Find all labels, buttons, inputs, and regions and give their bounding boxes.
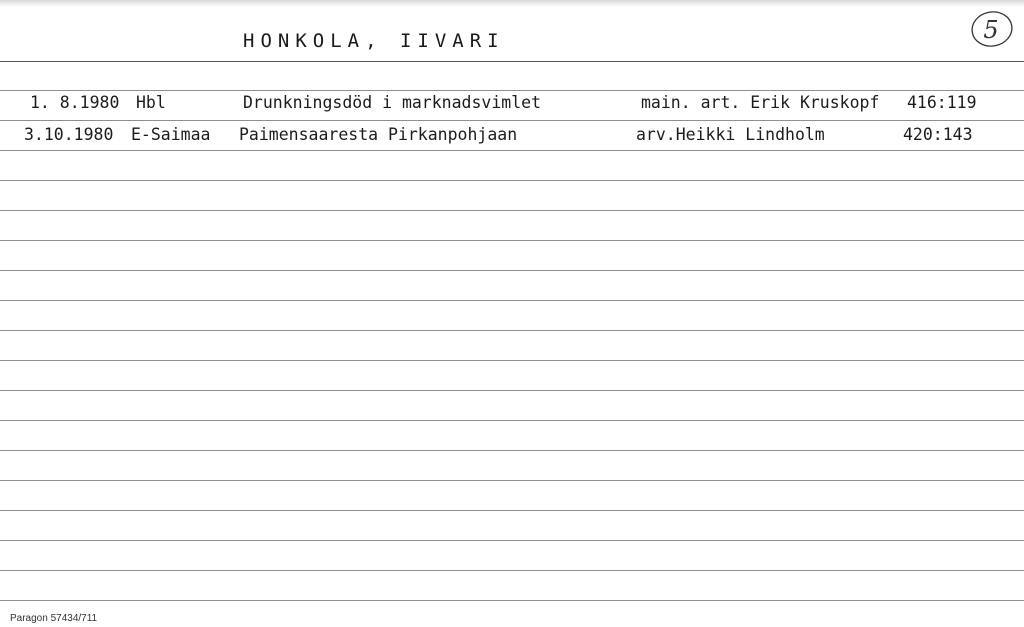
card-number-text: 5	[983, 16, 999, 44]
ruled-line	[0, 90, 1024, 91]
ruled-line	[0, 570, 1024, 571]
ruled-line	[0, 61, 1024, 62]
card-heading: HONKOLA, IIVARI	[243, 30, 505, 52]
entry-source: Hbl	[136, 93, 166, 112]
ruled-line	[0, 480, 1024, 481]
entry-title: Drunkningsdöd i marknadsvimlet	[243, 93, 542, 112]
entry-source: E-Saimaa	[131, 125, 211, 144]
ruled-line	[0, 300, 1024, 301]
card-number	[970, 8, 1014, 50]
ruled-line	[0, 360, 1024, 361]
entry-date: 1. 8.1980	[30, 93, 120, 112]
ruled-line	[0, 450, 1024, 451]
entry-title: Paimensaaresta Pirkanpohjaan	[239, 125, 518, 144]
ruled-line	[0, 390, 1024, 391]
ruled-line	[0, 120, 1024, 121]
ruled-line	[0, 240, 1024, 241]
ruled-line	[0, 420, 1024, 421]
card-top-edge	[0, 0, 1024, 7]
ruled-line	[0, 270, 1024, 271]
entry-note: arv.Heikki Lindholm	[636, 125, 825, 144]
ruled-line	[0, 600, 1024, 601]
ruled-line	[0, 540, 1024, 541]
entry-row	[0, 125, 1024, 151]
entry-note: main. art. Erik Kruskopf	[641, 93, 880, 112]
card-footer: Paragon 57434/711	[10, 613, 98, 624]
entry-date: 3.10.1980	[24, 125, 114, 144]
ruled-line	[0, 210, 1024, 211]
ruled-line	[0, 510, 1024, 511]
entry-row	[0, 93, 1024, 119]
entry-ref: 420:143	[903, 125, 973, 144]
entry-ref: 416:119	[907, 93, 977, 112]
circled-number-mark	[970, 8, 1014, 50]
ruled-line	[0, 330, 1024, 331]
ruled-line	[0, 180, 1024, 181]
